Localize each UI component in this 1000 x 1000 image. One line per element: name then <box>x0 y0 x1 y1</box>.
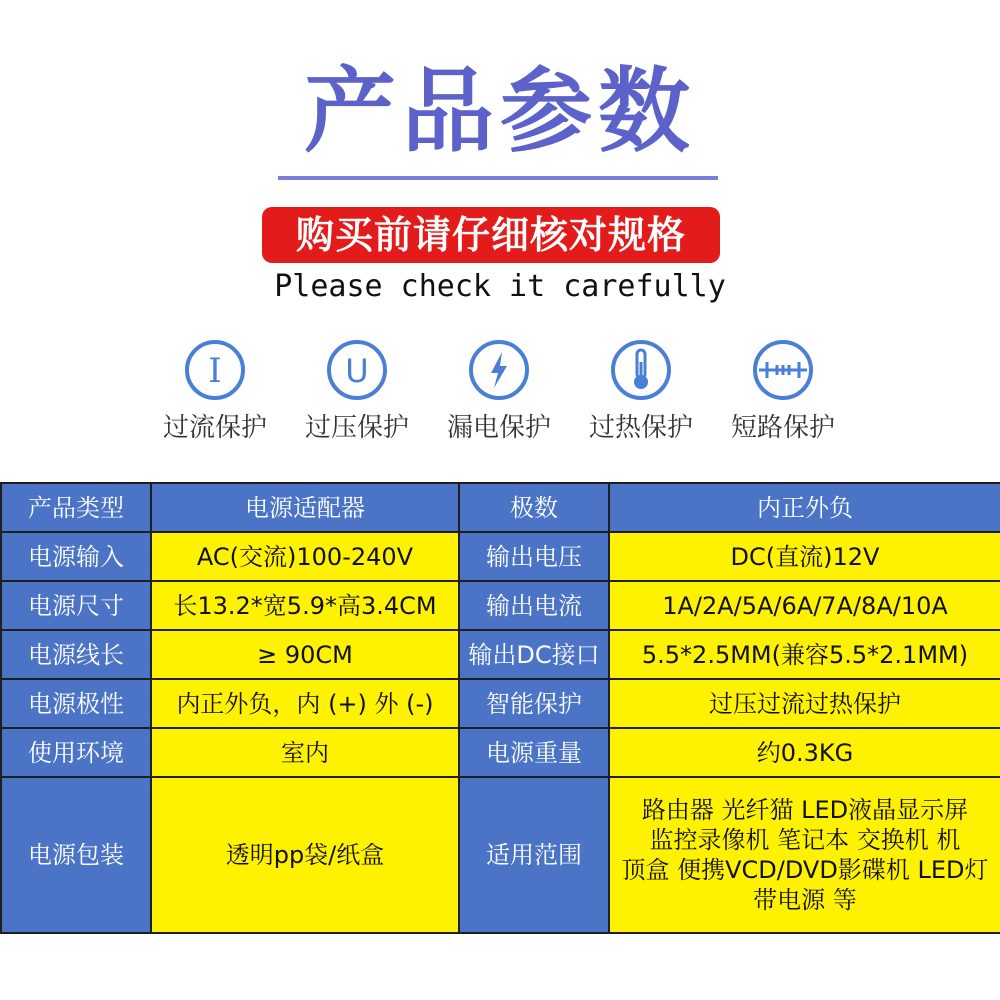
spec-value: 1A/2A/5A/6A/7A/8A/10A <box>609 581 1000 630</box>
spec-value: 内正外负 <box>609 483 1000 532</box>
protection-label: 过压保护 <box>304 413 409 443</box>
spec-value: 内正外负，内 (+) 外 (-) <box>151 679 459 728</box>
spec-label: 电源重量 <box>459 728 609 777</box>
spec-value: 电源适配器 <box>151 483 459 532</box>
subtitle: Please check it carefully <box>274 269 726 304</box>
warning-banner: 购买前请仔细核对规格 <box>262 207 720 263</box>
spec-label: 电源线长 <box>1 630 151 679</box>
spec-value: 约0.3KG <box>609 728 1000 777</box>
title-underline <box>278 176 718 180</box>
table-row <box>1 728 1000 777</box>
spec-value: 长13.2*宽5.9*高3.4CM <box>151 581 459 630</box>
lightning-icon <box>467 338 531 402</box>
spec-label: 输出DC接口 <box>459 630 609 679</box>
protection-item <box>150 338 280 444</box>
protection-item <box>576 338 706 444</box>
spec-value-applications: 路由器 光纤猫 LED液晶显示屏 监控录像机 笔记本 交换机 机 顶盒 便携VCD/DVD影碟机 LED灯 带电源 等 <box>609 777 1000 933</box>
spec-label: 电源极性 <box>1 679 151 728</box>
table-row <box>1 679 1000 728</box>
table-row <box>1 532 1000 581</box>
spec-value: 过压过流过热保护 <box>609 679 1000 728</box>
protection-label: 过热保护 <box>588 413 693 443</box>
protection-icons <box>150 338 850 458</box>
protection-item <box>718 338 848 444</box>
spec-label: 产品类型 <box>1 483 151 532</box>
spec-table <box>0 482 1000 934</box>
current-i-glyph: I <box>208 351 222 391</box>
protection-item <box>292 338 422 444</box>
spec-value: ≥ 90CM <box>151 630 459 679</box>
spec-value: 5.5*2.5MM(兼容5.5*2.1MM) <box>609 630 1000 679</box>
protection-label: 短路保护 <box>730 413 835 443</box>
page-title: 产品参数 <box>303 58 696 165</box>
protection-label: 漏电保护 <box>446 413 551 443</box>
current-i-icon <box>183 338 247 402</box>
table-row <box>1 777 1000 933</box>
spec-label: 极数 <box>459 483 609 532</box>
table-row <box>1 630 1000 679</box>
spec-label: 输出电流 <box>459 581 609 630</box>
protection-label: 过流保护 <box>162 413 267 443</box>
spec-value: 透明pp袋/纸盒 <box>151 777 459 933</box>
protection-item <box>434 338 564 444</box>
short-circuit-icon <box>751 338 815 402</box>
spec-value: DC(直流)12V <box>609 532 1000 581</box>
spec-label: 智能保护 <box>459 679 609 728</box>
spec-label: 适用范围 <box>459 777 609 933</box>
spec-label: 电源输入 <box>1 532 151 581</box>
spec-value: 室内 <box>151 728 459 777</box>
spec-label: 电源包装 <box>1 777 151 933</box>
spec-label: 使用环境 <box>1 728 151 777</box>
spec-label: 电源尺寸 <box>1 581 151 630</box>
table-row <box>1 483 1000 532</box>
table-row <box>1 581 1000 630</box>
voltage-u-glyph: U <box>345 352 369 390</box>
spec-label: 输出电压 <box>459 532 609 581</box>
spec-value: AC(交流)100-240V <box>151 532 459 581</box>
voltage-u-icon <box>325 338 389 402</box>
thermometer-icon <box>609 338 673 402</box>
